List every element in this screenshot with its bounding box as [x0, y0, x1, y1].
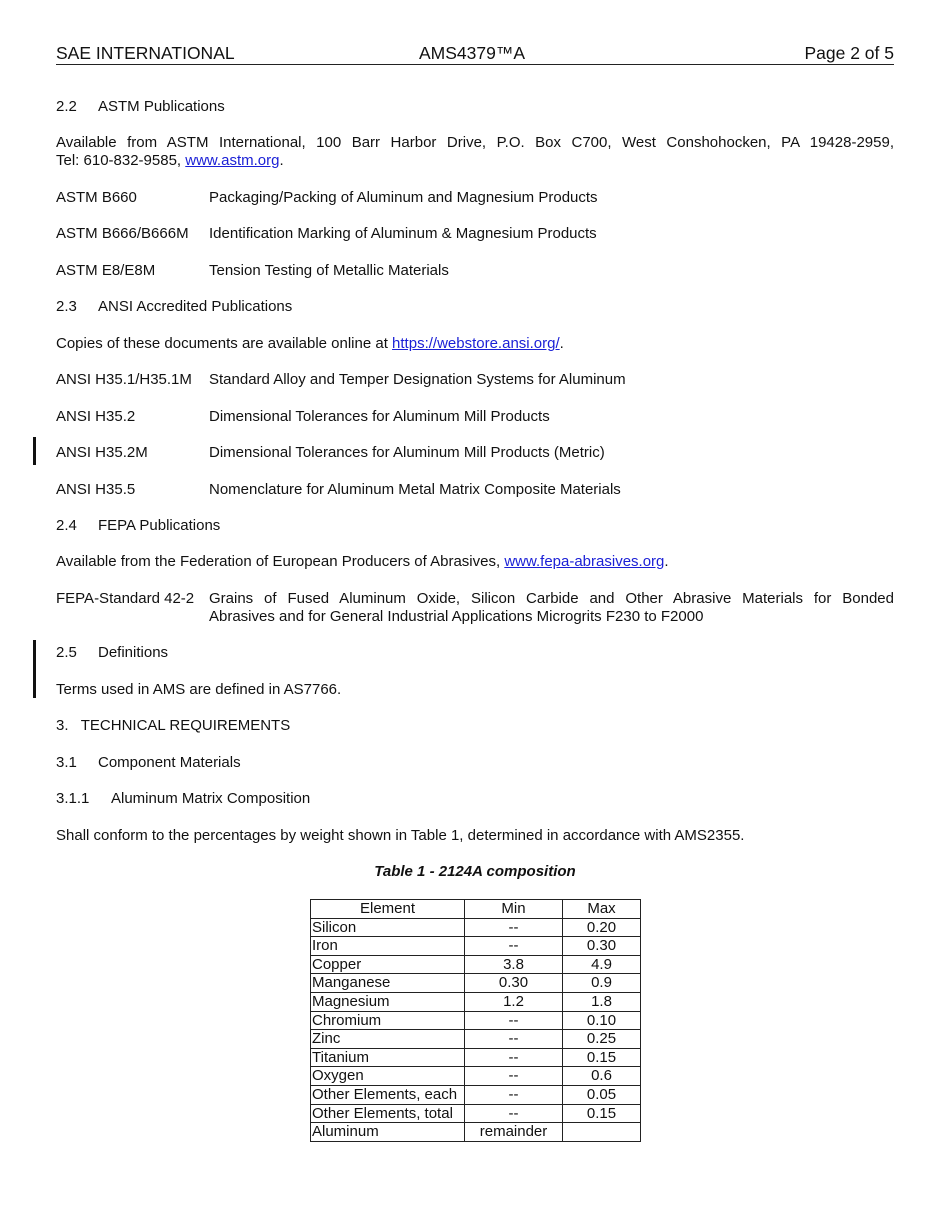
min-cell: remainder [465, 1123, 563, 1142]
ref-desc-fepa-42-2 [209, 590, 894, 626]
ref-desc-astm-b660: Packaging/Packing of Aluminum and Magnesium Products [209, 189, 598, 206]
min-cell: 1.2 [465, 992, 563, 1011]
ansi-availability [56, 335, 894, 353]
header-document-id: AMS4379™A [419, 43, 526, 63]
table-row [311, 1067, 641, 1086]
max-cell: 0.15 [563, 1104, 641, 1123]
element-cell: Silicon [311, 918, 465, 937]
element-cell: Chromium [311, 1011, 465, 1030]
element-cell: Titanium [311, 1048, 465, 1067]
change-bar [33, 437, 36, 465]
ansi-webstore-link[interactable]: https://webstore.ansi.org/ [392, 335, 560, 352]
column-header-min: Min [465, 900, 563, 919]
section-3-1-1-number: 3.1.1 [56, 790, 90, 807]
fepa-availability [56, 553, 894, 571]
section-3-1-number: 3.1 [56, 754, 77, 771]
table-row [311, 918, 641, 937]
max-cell: 0.25 [563, 1030, 641, 1049]
section-2-3-number: 2.3 [56, 298, 77, 315]
fepa-desc-line2: Abrasives and for General Industrial Applications Microgrits F230 to F2000 [209, 608, 704, 625]
table-row [311, 992, 641, 1011]
fepa-availability-text: Available from the Federation of European Producers of Abrasives, [56, 553, 505, 570]
ansi-period: . [559, 335, 564, 352]
table-row [311, 974, 641, 993]
max-cell: 0.15 [563, 1048, 641, 1067]
max-cell: 0.10 [563, 1011, 641, 1030]
min-cell: -- [465, 1067, 563, 1086]
ref-desc-astm-b666: Identification Marking of Aluminum & Magnesium Products [209, 225, 597, 242]
section-3-heading: 3. TECHNICAL REQUIREMENTS [56, 717, 291, 734]
min-cell: 3.8 [465, 955, 563, 974]
max-cell: 0.6 [563, 1067, 641, 1086]
ref-desc-astm-e8: Tension Testing of Metallic Materials [209, 262, 449, 279]
max-cell: 0.30 [563, 937, 641, 956]
section-3-1-title: Component Materials [98, 754, 241, 771]
page-header [56, 44, 894, 65]
max-cell: 0.20 [563, 918, 641, 937]
ref-code-astm-e8: ASTM E8/E8M [56, 262, 156, 279]
max-cell: 1.8 [563, 992, 641, 1011]
min-cell: -- [465, 1011, 563, 1030]
fepa-desc-line1: Grains of Fused Aluminum Oxide, Silicon Carbide and Other Abrasive Materials for Bonded [209, 590, 894, 607]
max-cell: 0.9 [563, 974, 641, 993]
min-cell: -- [465, 1085, 563, 1104]
table-row [311, 1085, 641, 1104]
table-row [311, 1104, 641, 1123]
section-2-2-title: ASTM Publications [98, 98, 225, 115]
ref-code-fepa-42-2: FEPA-Standard 42-2 [56, 590, 195, 607]
fepa-period: . [664, 553, 669, 570]
ref-code-ansi-h35-1: ANSI H35.1/H35.1M [56, 371, 192, 388]
section-2-5-number: 2.5 [56, 644, 77, 661]
column-header-max: Max [563, 900, 641, 919]
header-organization: SAE INTERNATIONAL [56, 43, 235, 63]
element-cell: Iron [311, 937, 465, 956]
composition-table [310, 899, 641, 1142]
section-2-3-title: ANSI Accredited Publications [98, 298, 293, 315]
min-cell: 0.30 [465, 974, 563, 993]
max-cell: 4.9 [563, 955, 641, 974]
ref-desc-ansi-h35-1: Standard Alloy and Temper Designation Systems for Aluminum [209, 371, 626, 388]
element-cell: Oxygen [311, 1067, 465, 1086]
table-caption: Table 1 - 2124A composition [374, 863, 576, 880]
section-2-2-number: 2.2 [56, 98, 77, 115]
ansi-availability-text: Copies of these documents are available online at [56, 335, 393, 352]
table-row [311, 1030, 641, 1049]
astm-availability-line2 [56, 152, 894, 170]
ref-code-ansi-h35-2m: ANSI H35.2M [56, 444, 148, 461]
table-row [311, 955, 641, 974]
section-2-5-title: Definitions [98, 644, 169, 661]
min-cell: -- [465, 1030, 563, 1049]
astm-tel: Tel: 610-832-9585, [56, 152, 186, 169]
table-row [311, 1011, 641, 1030]
element-cell: Other Elements, total [311, 1104, 465, 1123]
ref-code-ansi-h35-5: ANSI H35.5 [56, 481, 136, 498]
section-2-4-title: FEPA Publications [98, 517, 221, 534]
element-cell: Zinc [311, 1030, 465, 1049]
min-cell: -- [465, 1104, 563, 1123]
table-row [311, 1123, 641, 1142]
min-cell: -- [465, 937, 563, 956]
table-header-row [311, 900, 641, 919]
change-bar [33, 640, 36, 698]
definitions-text: Terms used in AMS are defined in AS7766. [56, 681, 342, 698]
fepa-website-link[interactable]: www.fepa-abrasives.org [504, 553, 665, 570]
ref-code-astm-b666: ASTM B666/B666M [56, 225, 189, 242]
ref-code-astm-b660: ASTM B660 [56, 189, 137, 206]
element-cell: Copper [311, 955, 465, 974]
section-3-1-1-title: Aluminum Matrix Composition [111, 790, 311, 807]
ref-desc-ansi-h35-2m: Dimensional Tolerances for Aluminum Mill Products (Metric) [209, 444, 605, 461]
element-cell: Magnesium [311, 992, 465, 1011]
ref-desc-ansi-h35-5: Nomenclature for Aluminum Metal Matrix Composite Materials [209, 481, 621, 498]
element-cell: Aluminum [311, 1123, 465, 1142]
table-row [311, 1048, 641, 1067]
min-cell: -- [465, 918, 563, 937]
astm-period: . [279, 152, 284, 169]
min-cell: -- [465, 1048, 563, 1067]
element-cell: Other Elements, each [311, 1085, 465, 1104]
ref-desc-ansi-h35-2: Dimensional Tolerances for Aluminum Mill Products [209, 408, 550, 425]
max-cell: 0.05 [563, 1085, 641, 1104]
astm-website-link[interactable]: www.astm.org [185, 152, 280, 169]
composition-requirement-text: Shall conform to the percentages by weight shown in Table 1, determined in accordance with AMS2355. [56, 827, 745, 844]
header-page-number: Page 2 of 5 [804, 43, 894, 63]
astm-availability-line1: Available from ASTM International, 100 Barr Harbor Drive, P.O. Box C700, West Conshohocken, PA 19428-2959, [56, 134, 894, 151]
section-2-4-number: 2.4 [56, 517, 77, 534]
astm-availability [56, 134, 894, 170]
ref-code-ansi-h35-2: ANSI H35.2 [56, 408, 136, 425]
column-header-element: Element [311, 900, 465, 919]
element-cell: Manganese [311, 974, 465, 993]
table-row [311, 937, 641, 956]
max-cell [563, 1123, 641, 1142]
